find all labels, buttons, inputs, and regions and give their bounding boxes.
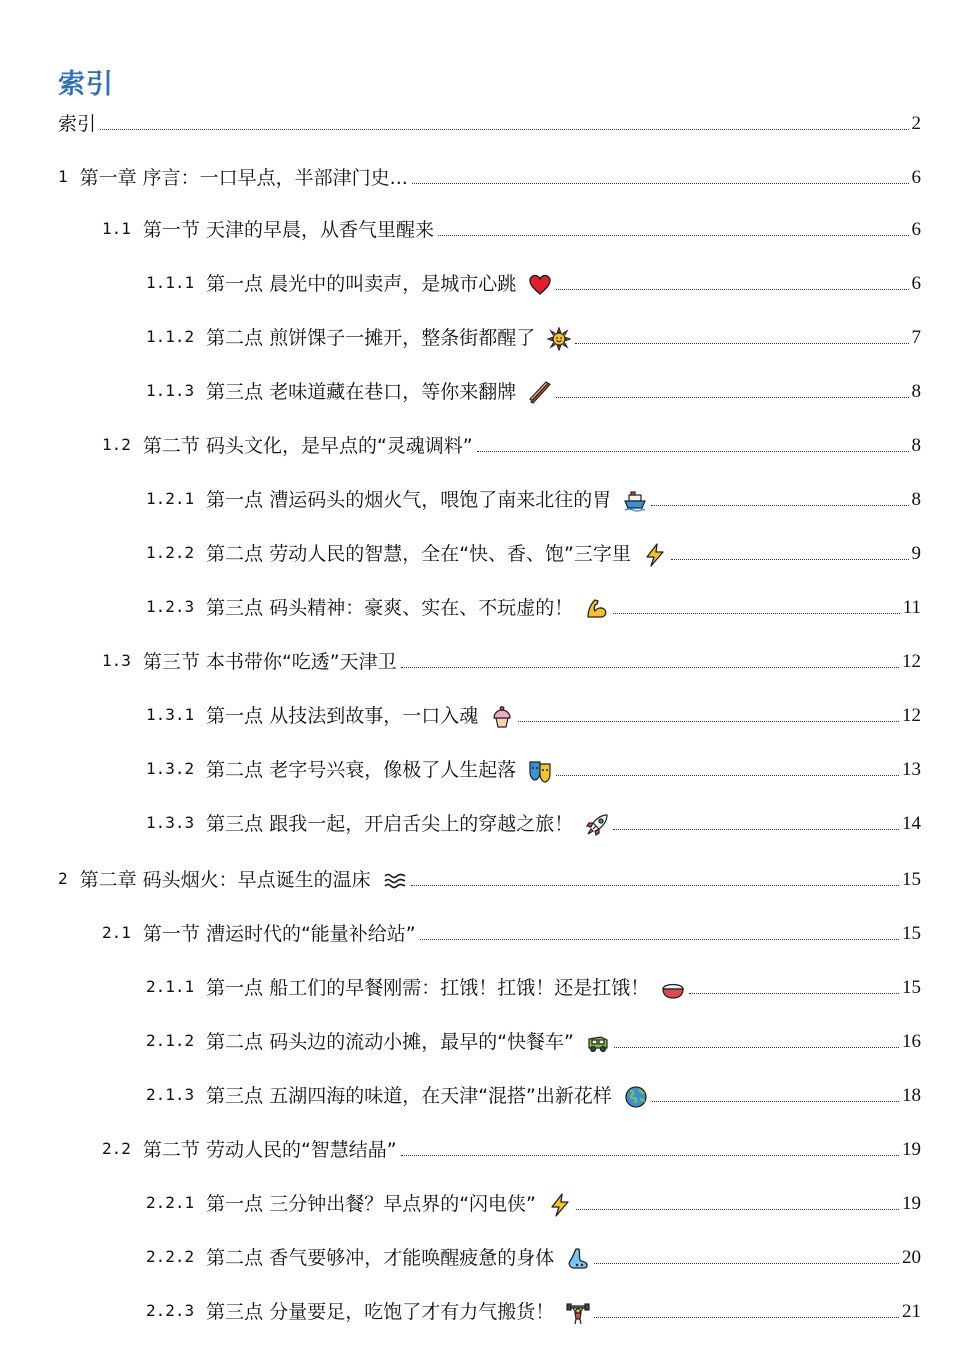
toc-entry-text: 第二点 香气要够冲，才能唤醒疲惫的身体 — [206, 1247, 555, 1269]
toc-entry-number: 2.2.3 — [146, 1301, 195, 1320]
toc-entry-text: 第二章 码头烟火：早点诞生的温床 — [79, 869, 371, 891]
toc-entry[interactable] — [146, 374, 921, 404]
toc-page-number: 18 — [902, 1085, 921, 1106]
toc-entry-number: 2.1.1 — [146, 977, 195, 996]
toc-page-number: 12 — [902, 705, 921, 726]
toc-page-number: 8 — [911, 435, 921, 456]
toc-entry[interactable] — [146, 536, 921, 566]
chopsticks-icon — [528, 381, 552, 405]
toc-page-number: 6 — [911, 167, 921, 188]
toc-leader — [556, 397, 908, 398]
rocket-icon — [585, 813, 609, 837]
toc-entry[interactable] — [58, 862, 921, 892]
toc-entry-text: 第二点 老字号兴衰，像极了人生起落 — [206, 759, 517, 781]
toc-leader — [689, 993, 899, 994]
toc-entry-number: 1.3 — [102, 651, 131, 670]
toc-leader — [477, 451, 909, 452]
toc-leader — [401, 1155, 899, 1156]
toc-leader — [594, 1317, 899, 1318]
toc-page-number: 13 — [902, 759, 921, 780]
nose-icon — [566, 1247, 590, 1271]
toc-entry-text: 第三点 五湖四海的味道，在天津“混搭”出新花样 — [206, 1085, 612, 1107]
bowl-icon — [661, 977, 685, 1001]
toc-page-number: 14 — [902, 813, 921, 834]
toc-page-number: 6 — [911, 219, 921, 240]
toc-entry[interactable] — [146, 1078, 921, 1108]
toc-entry-number: 1.2 — [102, 435, 131, 454]
waves-icon — [383, 869, 407, 893]
toc-leader — [613, 829, 899, 830]
toc-page-number: 7 — [911, 327, 921, 348]
toc-entry-number: 2.1.2 — [146, 1031, 195, 1050]
toc-entry-text: 第一点 船工们的早餐刚需：扛饿！扛饿！还是扛饿！ — [206, 977, 650, 999]
toc-entry-number: 2.2.2 — [146, 1247, 195, 1266]
toc-page-number: 16 — [902, 1031, 921, 1052]
lightning-icon — [643, 543, 667, 567]
toc-entry[interactable] — [146, 806, 921, 836]
toc-entry-number: 1.1 — [102, 219, 131, 238]
toc-entry[interactable] — [146, 482, 921, 512]
toc-entry[interactable] — [146, 1240, 921, 1270]
toc-leader — [652, 1101, 899, 1102]
toc-entry-number: 1.1.1 — [146, 273, 195, 292]
toc-entry[interactable] — [146, 1294, 921, 1324]
toc-entry[interactable] — [102, 212, 921, 242]
toc-leader — [401, 667, 899, 668]
toc-page-number: 15 — [902, 923, 921, 944]
toc-leader — [613, 613, 899, 614]
toc-entry-text: 第三点 分量要足，吃饱了才有力气搬货！ — [206, 1301, 555, 1323]
toc-leader — [575, 343, 908, 344]
page-title: 索引 — [58, 69, 114, 100]
toc-page-number: 8 — [911, 381, 921, 402]
toc-entry-number: 2.2 — [102, 1139, 131, 1158]
toc-page-number: 15 — [902, 869, 921, 890]
toc-leader — [614, 1047, 899, 1048]
toc-entry-text: 索引 — [58, 113, 97, 135]
lightning-icon — [548, 1193, 572, 1217]
toc-entry-number: 1.1.2 — [146, 327, 195, 346]
toc-page-number: 19 — [902, 1193, 921, 1214]
toc-leader — [100, 129, 908, 130]
toc-leader — [594, 1263, 899, 1264]
toc-entry-text: 第一章 序言：一口早点，半部津门史... — [79, 167, 408, 189]
toc-entry[interactable] — [146, 266, 921, 296]
toc-leader — [411, 885, 899, 886]
toc-entry[interactable] — [146, 1186, 921, 1216]
toc-entry-number: 1.3.2 — [146, 759, 195, 778]
toc-entry-text: 第一节 天津的早晨，从香气里醒来 — [142, 219, 434, 241]
toc-entry-text: 第三点 跟我一起，开启舌尖上的穿越之旅！ — [206, 813, 574, 835]
toc-entry-number: 2.2.1 — [146, 1193, 195, 1212]
toc-entry-text: 第一点 晨光中的叫卖声，是城市心跳 — [206, 273, 517, 295]
ship-icon — [623, 489, 647, 513]
toc-entry[interactable] — [146, 698, 921, 728]
toc-leader — [671, 559, 909, 560]
theater-masks-icon — [528, 759, 552, 783]
rickshaw-icon — [586, 1031, 610, 1055]
toc-entry-text: 第二节 劳动人民的“智慧结晶” — [142, 1139, 397, 1161]
toc-entry[interactable] — [146, 1024, 921, 1054]
toc-page-number: 19 — [902, 1139, 921, 1160]
toc-entry-number: 1.2.3 — [146, 597, 195, 616]
weightlifter-icon — [566, 1301, 590, 1325]
toc-entry-number: 2.1.3 — [146, 1085, 195, 1104]
toc-entry-text: 第三点 老味道藏在巷口，等你来翻牌 — [206, 381, 517, 403]
toc-entry[interactable] — [146, 590, 921, 620]
toc-entry[interactable] — [58, 160, 921, 190]
toc-entry-text: 第二点 劳动人民的智慧，全在“快、香、饱”三字里 — [206, 543, 631, 565]
toc-entry[interactable] — [102, 644, 921, 674]
toc-page-number: 20 — [902, 1247, 921, 1268]
toc-entry-text: 第一点 从技法到故事，一口入魂 — [206, 705, 479, 727]
toc-entry-number: 1.3.1 — [146, 705, 195, 724]
globe-icon — [624, 1085, 648, 1109]
toc-entry[interactable] — [102, 1132, 921, 1162]
toc-page-number: 8 — [911, 489, 921, 510]
toc-entry-text: 第三节 本书带你“吃透”天津卫 — [142, 651, 397, 673]
toc-entry-text: 第一点 漕运码头的烟火气，喂饱了南来北往的胃 — [206, 489, 612, 511]
toc-entry-number: 1.3.3 — [146, 813, 195, 832]
toc-entry-text: 第二节 码头文化，是早点的“灵魂调料” — [142, 435, 473, 457]
toc-leader — [420, 939, 899, 940]
cupcake-icon — [490, 705, 514, 729]
heart-icon — [528, 273, 552, 297]
toc-leader — [576, 1209, 899, 1210]
toc-entry[interactable] — [58, 106, 921, 136]
toc-page-number: 12 — [902, 651, 921, 672]
toc-leader — [556, 289, 908, 290]
toc-entry[interactable] — [102, 428, 921, 458]
toc-entry-number: 2.1 — [102, 923, 131, 942]
toc-entry-text: 第二点 煎饼馃子一摊开，整条街都醒了 — [206, 327, 536, 349]
toc-page-number: 21 — [902, 1301, 921, 1322]
flexed-arm-icon — [585, 597, 609, 621]
toc-page-number: 9 — [911, 543, 921, 564]
toc-page-number: 2 — [911, 113, 921, 134]
toc-entry-number: 1 — [58, 167, 68, 186]
toc-entry-number: 1.1.3 — [146, 381, 195, 400]
toc-entry-number: 2 — [58, 869, 68, 888]
toc-entry[interactable] — [102, 916, 921, 946]
sun-icon — [547, 327, 571, 351]
toc-leader — [412, 183, 909, 184]
toc-leader — [518, 721, 899, 722]
toc-leader — [651, 505, 908, 506]
toc-entry[interactable] — [146, 970, 921, 1000]
toc-entry[interactable] — [146, 752, 921, 782]
toc-entry-number: 1.2.2 — [146, 543, 195, 562]
toc-leader — [438, 235, 909, 236]
toc-page-number: 6 — [911, 273, 921, 294]
toc-page-number: 11 — [902, 597, 921, 618]
toc-entry[interactable] — [146, 320, 921, 350]
toc-page-number: 15 — [902, 977, 921, 998]
toc-entry-text: 第二点 码头边的流动小摊，最早的“快餐车” — [206, 1031, 574, 1053]
toc-entry-text: 第一点 三分钟出餐？早点界的“闪电侠” — [206, 1193, 536, 1215]
toc-leader — [556, 775, 899, 776]
toc-entry-number: 1.2.1 — [146, 489, 195, 508]
toc-entry-text: 第三点 码头精神：豪爽、实在、不玩虚的！ — [206, 597, 574, 619]
toc-entry-text: 第一节 漕运时代的“能量补给站” — [142, 923, 416, 945]
